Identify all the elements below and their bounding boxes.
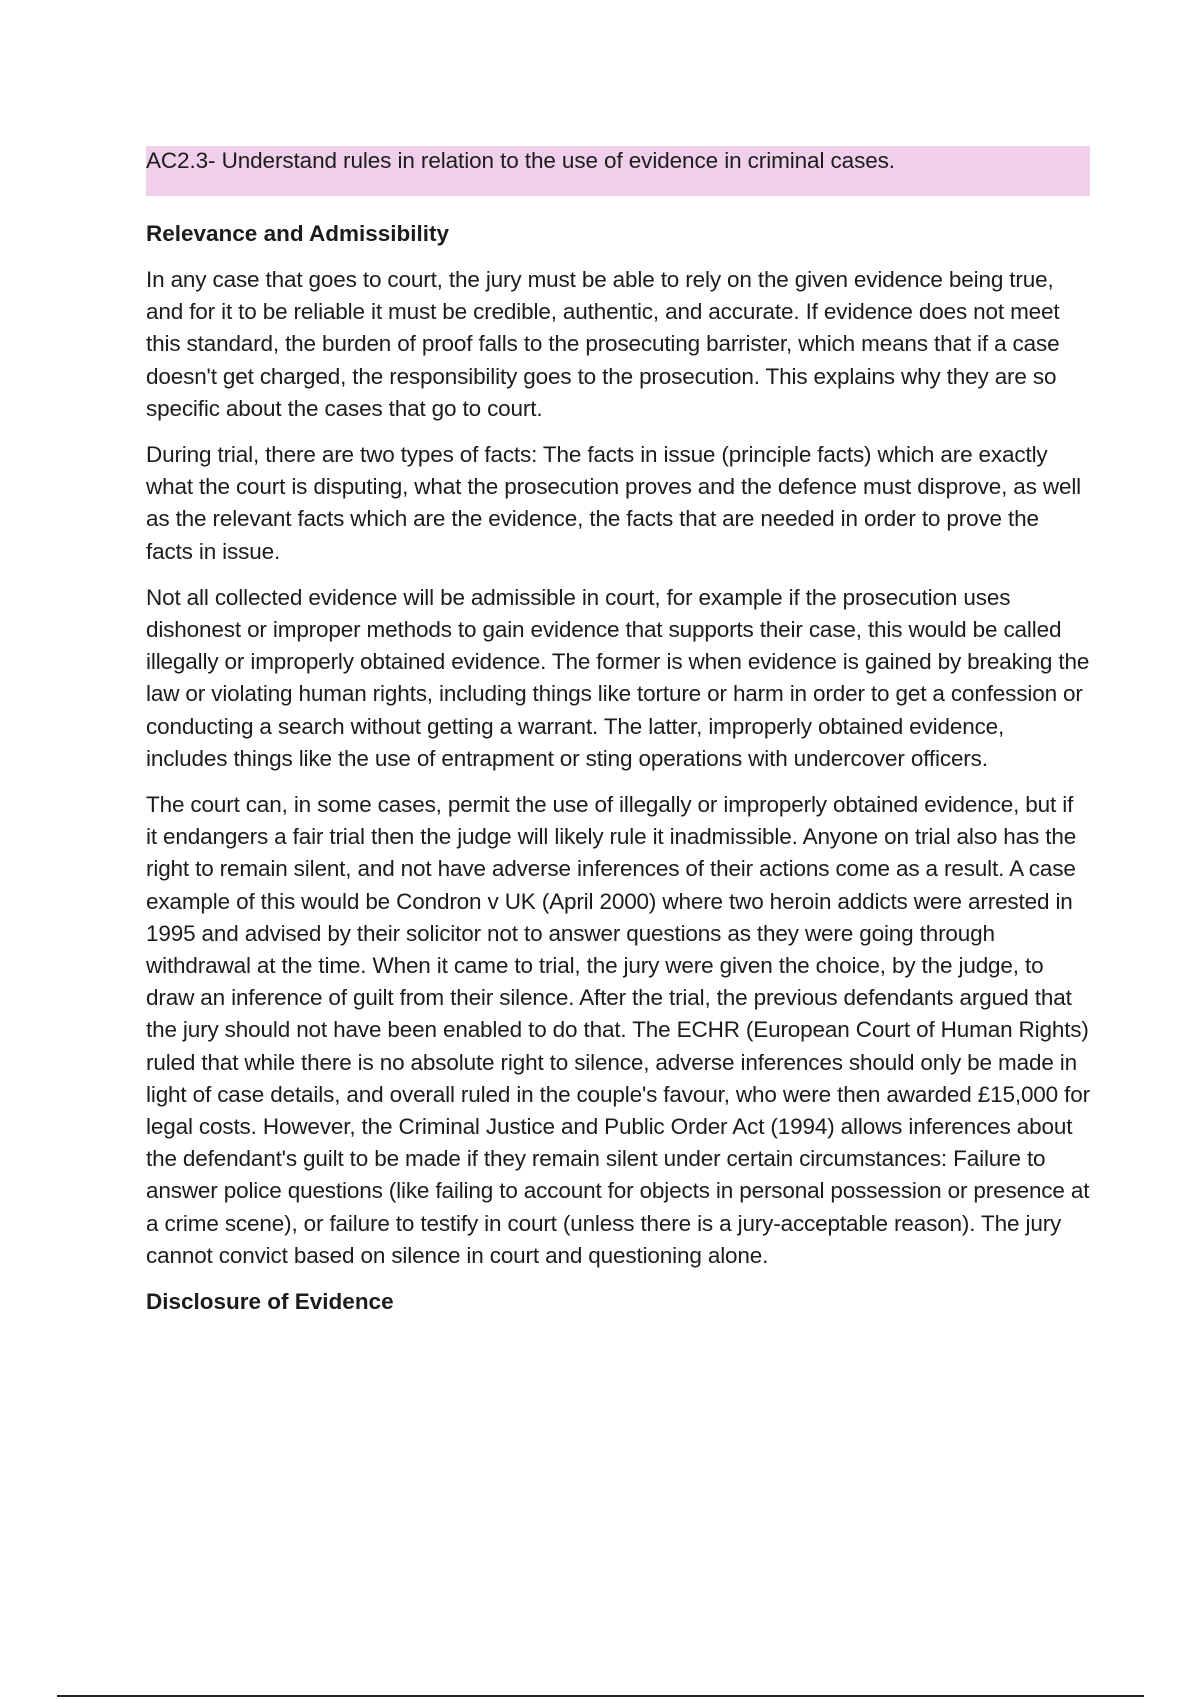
section-title-relevance-admissibility: Relevance and Admissibility — [146, 221, 450, 246]
paragraph-types-of-facts: During trial, there are two types of facts: The facts in issue (principle facts) which are exactly what the court is disputing, what the prosecution proves and the defence must disprove, as well as the relevant facts which are the evidence, the facts that are needed in order to prove the facts in issue. — [146, 442, 1082, 564]
assessment-criteria-heading — [146, 146, 1090, 196]
paragraph-illegally-obtained-evidence: Not all collected evidence will be admissible in court, for example if the prosecution uses dishonest or improper methods to gain evidence that supports their case, this would be called illegally or improperly obtained evidence. The former is when evidence is gained by breaking the law or violating human rights, including things like torture or harm in order to get a confession or conducting a search without getting a warrant. The latter, improperly obtained evidence, includes things like the use of entrapment or sting operations with undercover officers. — [146, 584, 1090, 771]
paragraph-reliability: In any case that goes to court, the jury must be able to rely on the given evidence being true, and for it to be reliable it must be credible, authentic, and accurate. If evidence does not meet this standard, the burden of proof falls to the prosecuting barrister, which means that if a case doesn't get charged, the responsibility goes to the prosecution. This explains why they are so specific about the cases that go to court. — [146, 267, 1060, 421]
section-title-disclosure-of-evidence: Disclosure of Evidence — [146, 1289, 394, 1315]
heading-text: AC2.3- Understand rules in relation to the use of evidence in criminal cases. — [146, 148, 895, 173]
page-bottom-divider — [57, 1695, 1144, 1697]
document-page — [146, 146, 1090, 1317]
paragraph-right-to-silence: The court can, in some cases, permit the use of illegally or improperly obtained evidence, but if it endangers a fair trial then the judge will likely rule it inadmissible. Anyone on trial also has the right to remain silent, and not have adverse inferences of their actions come as a result. A case example of this would be Condron v UK (April 2000) where two heroin addicts were arrested in 1995 and advised by their solicitor not to answer questions as they were going through withdrawal at the time. When it came to trial, the jury were given the choice, by the judge, to draw an inference of guilt from their silence. After the trial, the previous defendants argued that the jury should not have been enabled to do that. The ECHR (European Court of Human Rights) ruled that while there is no absolute right to silence, adverse inferences should only be made in light of case details, and overall ruled in the couple's favour, who were then awarded £15,000 for legal costs. However, the Criminal Justice and Public Order Act (1994) allows inferences about the defendant's guilt to be made if they remain silent under certain circumstances: Failure to answer police questions (like failing to account for objects in personal possession or presence at a crime scene), or failure to testify in court (unless there is a jury-acceptable reason). The jury cannot convict based on silence in court and questioning alone. — [146, 792, 1090, 1268]
